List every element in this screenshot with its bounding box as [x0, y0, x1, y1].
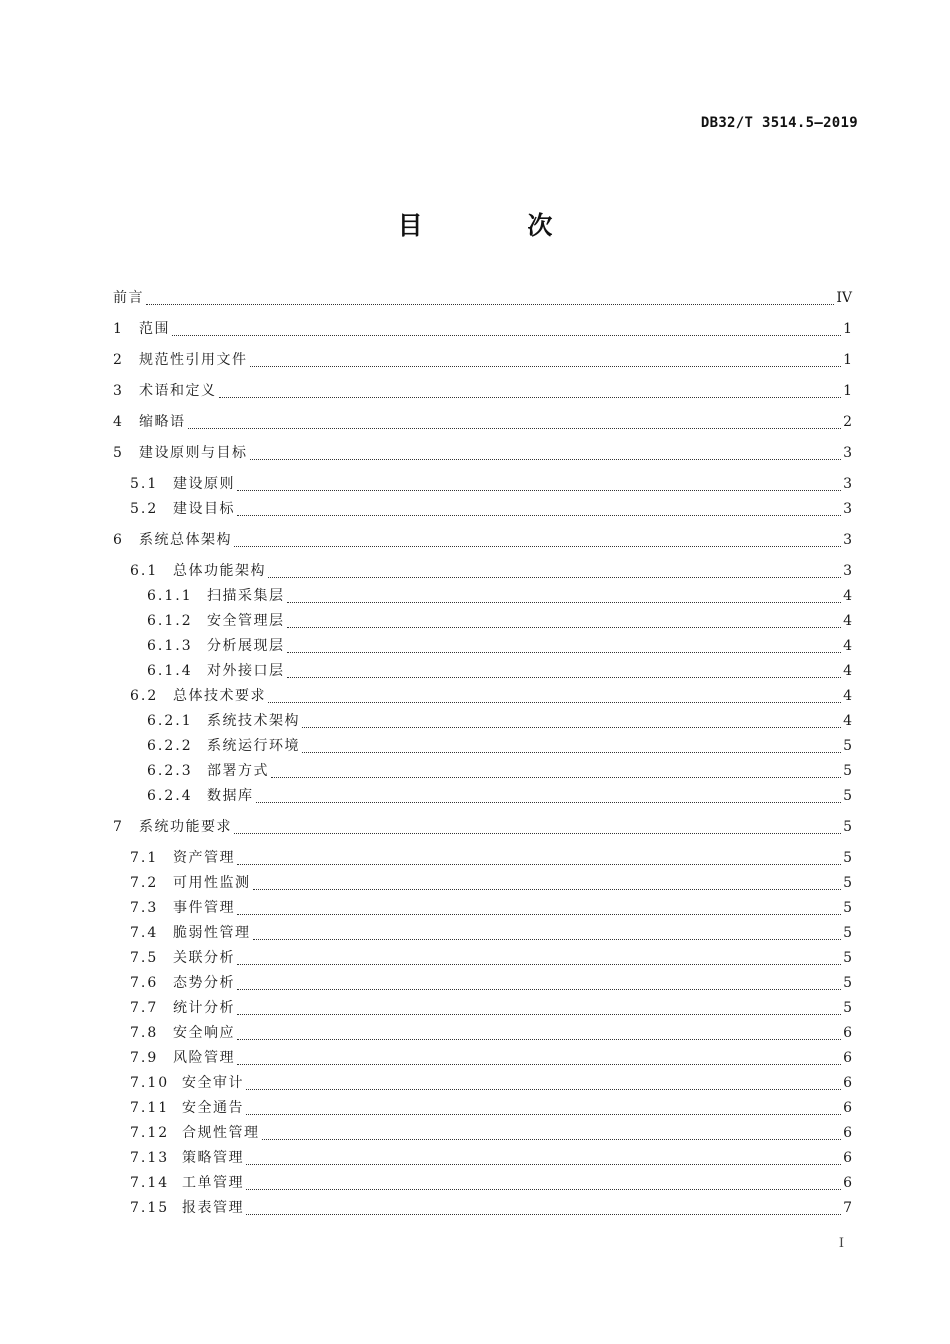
toc-entry-page: 4 [843, 613, 852, 629]
toc-entry[interactable] [130, 972, 852, 994]
toc-entry[interactable] [130, 922, 852, 944]
toc-entry-label: 报表管理 [182, 1200, 244, 1216]
dot-leader [302, 752, 841, 753]
toc-entry-number: 7.3 [130, 900, 159, 916]
toc-entry-label: 术语和定义 [139, 383, 217, 399]
toc-entry-label: 范围 [139, 321, 170, 337]
toc-entry-number: 7.12 [130, 1125, 170, 1141]
dot-leader [256, 802, 842, 803]
toc-entry-label: 安全通告 [182, 1100, 244, 1116]
toc-entry-label: 系统功能要求 [139, 819, 232, 835]
toc-entry-number: 7.7 [130, 1000, 159, 1016]
toc-entry[interactable] [130, 498, 852, 520]
toc-entry-label: 安全响应 [173, 1025, 235, 1041]
toc-entry[interactable] [113, 442, 852, 464]
toc-entry[interactable] [130, 872, 852, 894]
toc-entry[interactable] [130, 1147, 852, 1169]
toc-entry[interactable] [113, 318, 852, 340]
toc-entry-number: 7.13 [130, 1150, 170, 1166]
toc-entry-number: 7.8 [130, 1025, 159, 1041]
dot-leader [237, 989, 841, 990]
toc-entry[interactable] [130, 947, 852, 969]
toc-entry-label: 脆弱性管理 [173, 925, 251, 941]
toc-entry-page: 1 [843, 383, 852, 399]
toc-entry[interactable] [130, 997, 852, 1019]
toc-entry-label: 工单管理 [182, 1175, 244, 1191]
dot-leader [237, 914, 841, 915]
toc-entry-label: 前言 [113, 290, 144, 306]
toc-entry[interactable] [130, 1022, 852, 1044]
toc-entry[interactable] [130, 1072, 852, 1094]
toc-entry[interactable] [113, 380, 852, 402]
standard-code: DB32/T 3514.5—2019 [700, 115, 858, 131]
toc-entry-number: 6.2.2 [147, 738, 193, 754]
toc-entry-label: 安全管理层 [207, 613, 285, 629]
toc-entry[interactable] [147, 585, 852, 607]
toc-entry-label: 统计分析 [173, 1000, 235, 1016]
dot-leader [268, 702, 841, 703]
toc-entry-page: 5 [843, 1000, 852, 1016]
toc-entry-label: 部署方式 [207, 763, 269, 779]
footer-page-number: I [838, 1236, 844, 1251]
toc-entry-number: 1 [113, 321, 124, 337]
dot-leader [246, 1164, 841, 1165]
toc-entry-number: 7.2 [130, 875, 159, 891]
dot-leader [219, 397, 842, 398]
toc-entry-number: 5 [113, 445, 124, 461]
dot-leader [253, 889, 842, 890]
toc-entry-number: 7.1 [130, 850, 159, 866]
dot-leader [250, 459, 842, 460]
dot-leader [237, 1039, 841, 1040]
toc-entry-number: 7.5 [130, 950, 159, 966]
toc-entry-page: 5 [843, 925, 852, 941]
toc-entry-label: 缩略语 [139, 414, 186, 430]
toc-entry[interactable] [113, 529, 852, 551]
toc-entry[interactable] [147, 710, 852, 732]
toc-entry-number: 6.2.1 [147, 713, 193, 729]
toc-entry-label: 资产管理 [173, 850, 235, 866]
dot-leader [146, 304, 834, 305]
toc-entry-label: 系统总体架构 [139, 532, 232, 548]
toc-entry-page: 5 [843, 875, 852, 891]
toc-entry[interactable] [113, 287, 852, 309]
toc-entry-number: 7.10 [130, 1075, 170, 1091]
toc-entry-number: 6.1 [130, 563, 159, 579]
toc-entry-number: 7.4 [130, 925, 159, 941]
toc-entry-page: 3 [843, 476, 852, 492]
toc-entry-label: 事件管理 [173, 900, 235, 916]
toc-entry-page: 5 [843, 850, 852, 866]
toc-entry[interactable] [147, 610, 852, 632]
toc-entry-number: 5.1 [130, 476, 159, 492]
toc-entry-number: 6.1.2 [147, 613, 193, 629]
toc-entry-label: 建设原则 [173, 476, 235, 492]
toc-entry-number: 3 [113, 383, 124, 399]
toc-entry-page: 6 [843, 1050, 852, 1066]
toc-entry[interactable] [130, 560, 852, 582]
dot-leader [172, 335, 841, 336]
dot-leader [250, 366, 842, 367]
toc-entry-page: 6 [843, 1125, 852, 1141]
toc-entry[interactable] [113, 816, 852, 838]
toc-entry-number: 7.15 [130, 1200, 170, 1216]
toc-entry[interactable] [130, 897, 852, 919]
toc-entry-page: 6 [843, 1075, 852, 1091]
dot-leader [188, 428, 842, 429]
toc-entry-page: 6 [843, 1100, 852, 1116]
toc-entry-label: 总体技术要求 [173, 688, 266, 704]
toc-entry-number: 6.2.3 [147, 763, 193, 779]
toc-entry-page: 3 [843, 563, 852, 579]
toc-entry-label: 安全审计 [182, 1075, 244, 1091]
dot-leader [246, 1189, 841, 1190]
toc-entry[interactable] [130, 847, 852, 869]
dot-leader [287, 652, 842, 653]
toc-entry-label: 合规性管理 [182, 1125, 260, 1141]
dot-leader [237, 1064, 841, 1065]
toc-entry-label: 建设目标 [173, 501, 235, 517]
toc-entry[interactable] [113, 411, 852, 433]
page-title: 目 次 [397, 211, 601, 240]
toc-entry[interactable] [113, 349, 852, 371]
dot-leader [262, 1139, 842, 1140]
dot-leader [246, 1114, 841, 1115]
toc-entry-page: 1 [843, 321, 852, 337]
toc-entry-page: 7 [843, 1200, 852, 1216]
toc-entry-page: 3 [843, 501, 852, 517]
toc-entry-label: 态势分析 [173, 975, 235, 991]
toc-entry-number: 2 [113, 352, 124, 368]
toc-entry[interactable] [130, 473, 852, 495]
toc-entry-number: 7.14 [130, 1175, 170, 1191]
toc-entry[interactable] [147, 785, 852, 807]
toc-entry-number: 6.1.3 [147, 638, 193, 654]
toc-entry-page: 4 [843, 588, 852, 604]
toc-entry-label: 分析展现层 [207, 638, 285, 654]
toc-entry-label: 对外接口层 [207, 663, 285, 679]
toc-entry-label: 扫描采集层 [207, 588, 285, 604]
toc-entry-page: 5 [843, 900, 852, 916]
dot-leader [268, 577, 841, 578]
toc-entry-page: IV [836, 290, 852, 306]
toc-entry-page: 5 [843, 975, 852, 991]
toc-entry-page: 4 [843, 688, 852, 704]
dot-leader [237, 515, 841, 516]
toc-entry-page: 5 [843, 819, 852, 835]
dot-leader [234, 833, 841, 834]
toc-entry-label: 策略管理 [182, 1150, 244, 1166]
toc-entry-page: 4 [843, 663, 852, 679]
dot-leader [302, 727, 841, 728]
toc-entry-label: 总体功能架构 [173, 563, 266, 579]
toc-entry-page: 6 [843, 1150, 852, 1166]
toc-entry-page: 5 [843, 763, 852, 779]
dot-leader [246, 1089, 841, 1090]
toc-entry-page: 3 [843, 532, 852, 548]
toc-entry-page: 5 [843, 738, 852, 754]
toc-entry-page: 4 [843, 638, 852, 654]
toc-entry[interactable] [147, 760, 852, 782]
toc-entry-label: 数据库 [207, 788, 254, 804]
toc-entry-page: 1 [843, 352, 852, 368]
toc-entry-number: 6.2.4 [147, 788, 193, 804]
dot-leader [287, 677, 842, 678]
toc-entry-page: 6 [843, 1025, 852, 1041]
dot-leader [237, 1014, 841, 1015]
toc-entry-number: 6.1.4 [147, 663, 193, 679]
toc-entry-label: 风险管理 [173, 1050, 235, 1066]
toc-entry-label: 系统技术架构 [207, 713, 300, 729]
dot-leader [234, 546, 841, 547]
toc-entry-page: 4 [843, 713, 852, 729]
toc-entry[interactable] [147, 660, 852, 682]
toc-entry-number: 6 [113, 532, 124, 548]
toc-entry-page: 5 [843, 950, 852, 966]
toc-entry-page: 5 [843, 788, 852, 804]
toc-entry-number: 7.6 [130, 975, 159, 991]
dot-leader [246, 1214, 841, 1215]
dot-leader [271, 777, 841, 778]
toc-entry[interactable] [130, 1197, 852, 1219]
toc-entry[interactable] [130, 1097, 852, 1119]
toc-entry-label: 规范性引用文件 [139, 352, 248, 368]
toc-entry-number: 7.11 [130, 1100, 170, 1116]
toc-entry[interactable] [130, 1122, 852, 1144]
toc-entry[interactable] [147, 635, 852, 657]
toc-entry-number: 7.9 [130, 1050, 159, 1066]
dot-leader [287, 602, 842, 603]
toc-entry-label: 系统运行环境 [207, 738, 300, 754]
dot-leader [253, 939, 842, 940]
toc-entry[interactable] [130, 1047, 852, 1069]
toc-entry-number: 6.1.1 [147, 588, 193, 604]
toc-entry-number: 5.2 [130, 501, 159, 517]
dot-leader [237, 490, 841, 491]
dot-leader [237, 964, 841, 965]
toc-entry-page: 3 [843, 445, 852, 461]
toc-entry-number: 4 [113, 414, 124, 430]
toc-entry-page: 2 [843, 414, 852, 430]
toc-entry[interactable] [130, 685, 852, 707]
toc-entry-number: 6.2 [130, 688, 159, 704]
toc-entry-page: 6 [843, 1175, 852, 1191]
toc-entry-label: 可用性监测 [173, 875, 251, 891]
dot-leader [287, 627, 842, 628]
dot-leader [237, 864, 841, 865]
toc-entry-label: 建设原则与目标 [139, 445, 248, 461]
toc-entry[interactable] [147, 735, 852, 757]
toc-entry-number: 7 [113, 819, 124, 835]
toc-entry-label: 关联分析 [173, 950, 235, 966]
toc-entry[interactable] [130, 1172, 852, 1194]
